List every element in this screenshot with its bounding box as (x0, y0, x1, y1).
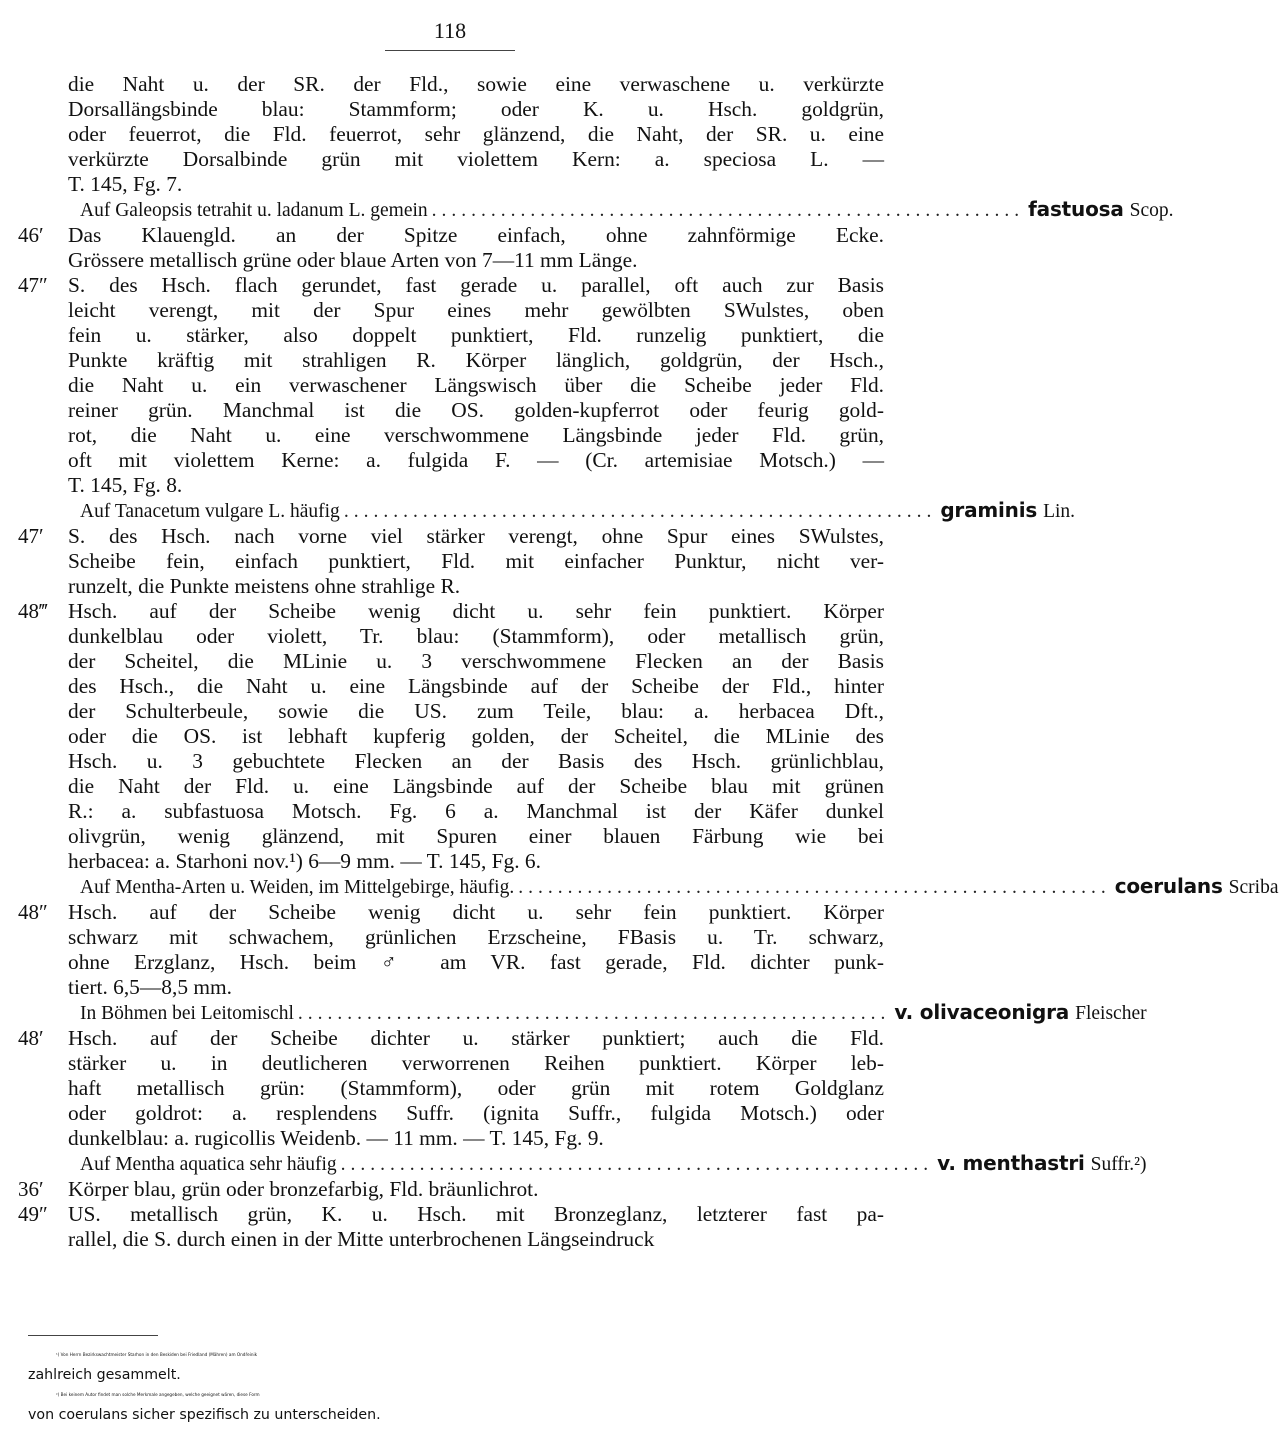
text-line: reiner grün. Manchmal ist die OS. golden-kupferrot oder feurig gold- (68, 398, 884, 422)
key-number: 48‴ (18, 599, 48, 623)
text-line: fein u. stärker, also doppelt punktiert, Fld. runzelig punktiert, die (68, 323, 884, 347)
key-number: 49″ (18, 1202, 48, 1226)
text-line: US. metallisch grün, K. u. Hsch. mit Bronzeglanz, letzterer fast pa- (68, 1202, 884, 1226)
species-name: v. menthastri (937, 1151, 1085, 1175)
page-number: 118 (433, 18, 467, 43)
species-author: Scriba (1228, 877, 1279, 898)
leader-dots: ............................................................ (340, 1154, 934, 1175)
key-entry (18, 900, 1147, 1026)
key-number: 47″ (18, 273, 48, 297)
habitat-line (80, 1151, 1147, 1177)
text-line: S. des Hsch. nach vorne viel stärker verengt, ohne Spur eines SWulstes, (68, 524, 884, 548)
species-name: coerulans (1114, 874, 1223, 898)
text-line: stärker u. in deutlicheren verworrenen Reihen punktiert. Körper leb- (68, 1051, 884, 1075)
key-number: 48″ (18, 900, 48, 924)
species-author: Scop. (1129, 200, 1174, 221)
footnote-rule (28, 1335, 158, 1336)
key-entry (68, 72, 1174, 223)
leader-dots: ............................................................ (343, 501, 937, 522)
text-line: oft mit violettem Kerne: a. fulgida F. — (Cr. artemisiae Motsch.) — (68, 448, 884, 472)
key-entry (18, 599, 1279, 900)
text-line: S. des Hsch. flach gerundet, fast gerade u. parallel, oft auch zur Basis (68, 273, 884, 297)
key-entry (18, 273, 1076, 524)
text-line: T. 145, Fg. 7. (68, 172, 183, 196)
text-line: oder goldrot: a. resplendens Suffr. (ignita Suffr., fulgida Motsch.) oder (68, 1101, 884, 1125)
habitat-text: Auf Tanacetum vulgare L. häufig (80, 501, 340, 522)
habitat-text: Auf Mentha aquatica sehr häufig (80, 1154, 337, 1175)
footnote-line: von coerulans sicher spezifisch zu unterscheiden. (28, 1407, 381, 1423)
key-number: 47′ (18, 524, 44, 548)
text-line: oder feuerrot, die Fld. feuerrot, sehr glänzend, die Naht, der SR. u. eine (68, 122, 884, 146)
text-line: herbacea: a. Starhoni nov.¹) 6—9 mm. — T. 145, Fg. 6. (68, 849, 541, 873)
habitat-text: Auf Mentha-Arten u. Weiden, im Mittelgebirge, häufig. (80, 877, 515, 898)
habitat-line (80, 197, 1174, 223)
key-entry (18, 223, 884, 273)
species-author: Fleischer (1075, 1003, 1147, 1024)
text-line: leicht verengt, mit der Spur eines mehr gewölbten SWulstes, oben (68, 298, 884, 322)
key-entry (18, 1026, 1147, 1177)
text-line: Das Klauengld. an der Spitze einfach, ohne zahnförmige Ecke. (68, 223, 884, 247)
text-line: ohne Erzglanz, Hsch. beim ♂ am VR. fast gerade, Fld. dichter punk- (68, 950, 884, 974)
text-line: tiert. 6,5—8,5 mm. (68, 975, 232, 999)
text-line: oder die OS. ist lebhaft kupferig golden, der Scheitel, die MLinie des (68, 724, 884, 748)
text-line: olivgrün, wenig glänzend, mit Spuren einer blauen Färbung wie bei (68, 824, 884, 848)
species-author: Lin. (1043, 501, 1076, 522)
text-line: Dorsallängsbinde blau: Stammform; oder K. u. Hsch. goldgrün, (68, 97, 884, 121)
text-line: Hsch. auf der Scheibe dichter u. stärker punktiert; auch die Fld. (68, 1026, 884, 1050)
text-line: schwarz mit schwachem, grünlichen Erzscheine, FBasis u. Tr. schwarz, (68, 925, 884, 949)
habitat-line (80, 1000, 1147, 1026)
text-line: Scheibe fein, einfach punktiert, Fld. mit einfacher Punktur, nicht ver- (68, 549, 884, 573)
text-line: rallel, die S. durch einen in der Mitte unterbrochenen Längseindruck (68, 1227, 655, 1251)
species-name: graminis (940, 498, 1038, 522)
text-line: Hsch. u. 3 gebuchtete Flecken an der Basis des Hsch. grünlichblau, (68, 749, 884, 773)
main-text (18, 72, 1279, 1252)
text-line: Hsch. auf der Scheibe wenig dicht u. sehr fein punktiert. Körper (68, 900, 884, 924)
leader-dots: ............................................................ (297, 1003, 891, 1024)
key-number: 36′ (18, 1177, 44, 1201)
text-line: dunkelblau oder violett, Tr. blau: (Stammform), oder metallisch grün, (68, 624, 884, 648)
text-line: verkürzte Dorsalbinde grün mit violettem Kern: a. speciosa L. — (68, 147, 884, 171)
footnote (28, 1385, 890, 1425)
text-line: haft metallisch grün: (Stammform), oder grün mit rotem Goldglanz (68, 1076, 884, 1100)
text-line: die Naht u. ein verwaschener Längswisch über die Scheibe jeder Fld. (68, 373, 884, 397)
key-entry (18, 524, 884, 599)
species-name: fastuosa (1028, 197, 1124, 221)
header-rule (385, 50, 515, 51)
text-line: Punkte kräftig mit strahligen R. Körper länglich, goldgrün, der Hsch., (68, 348, 884, 372)
text-line: der Schulterbeule, sowie die US. zum Teile, blau: a. herbacea Dft., (68, 699, 884, 723)
text-line: Körper blau, grün oder bronzefarbig, Fld. bräunlichrot. (68, 1177, 539, 1201)
text-line: des Hsch., die Naht u. eine Längsbinde auf der Scheibe der Fld., hinter (68, 674, 884, 698)
footnote-line: ¹) Von Herrn Bezirkswachtmeister Starhon in den Beskiden bei Friedland (Mähren) am Ondřeinik (56, 1352, 258, 1357)
habitat-line (80, 498, 1076, 524)
footnote (28, 1345, 890, 1385)
key-entry (18, 1202, 884, 1252)
text-line: die Naht u. der SR. der Fld., sowie eine verwaschene u. verkürzte (68, 72, 884, 96)
footnote-line: zahlreich gesammelt. (28, 1367, 181, 1383)
text-line: runzelt, die Punkte meistens ohne strahlige R. (68, 574, 461, 598)
footnotes (28, 1345, 890, 1425)
text-line: rot, die Naht u. eine verschwommene Längsbinde jeder Fld. grün, (68, 423, 884, 447)
habitat-line (80, 874, 1279, 900)
key-entry (18, 1177, 884, 1202)
text-line: T. 145, Fg. 8. (68, 473, 183, 497)
habitat-text: Auf Galeopsis tetrahit u. ladanum L. gemein (80, 200, 428, 221)
text-line: Grössere metallisch grüne oder blaue Arten von 7—11 mm Länge. (68, 248, 638, 272)
text-line: dunkelblau: a. rugicollis Weidenb. — 11 mm. — T. 145, Fg. 9. (68, 1126, 604, 1150)
habitat-text: In Böhmen bei Leitomischl (80, 1003, 294, 1024)
leader-dots: ............................................................ (518, 877, 1111, 898)
species-author: Suffr.²) (1090, 1154, 1147, 1175)
text-line: die Naht der Fld. u. eine Längsbinde auf der Scheibe blau mit grünen (68, 774, 884, 798)
footnote-line: ²) Bei keinem Autor findet man solche Merkmale angegeben, welche geeignet wären, diese Form (56, 1392, 260, 1397)
key-number: 46′ (18, 223, 44, 247)
text-line: der Scheitel, die MLinie u. 3 verschwommene Flecken an der Basis (68, 649, 884, 673)
text-line: Hsch. auf der Scheibe wenig dicht u. sehr fein punktiert. Körper (68, 599, 884, 623)
leader-dots: ............................................................ (431, 200, 1025, 221)
text-line: R.: a. subfastuosa Motsch. Fg. 6 a. Manchmal ist der Käfer dunkel (68, 799, 884, 823)
species-name: v. olivaceonigra (894, 1000, 1070, 1024)
key-number: 48′ (18, 1026, 44, 1050)
